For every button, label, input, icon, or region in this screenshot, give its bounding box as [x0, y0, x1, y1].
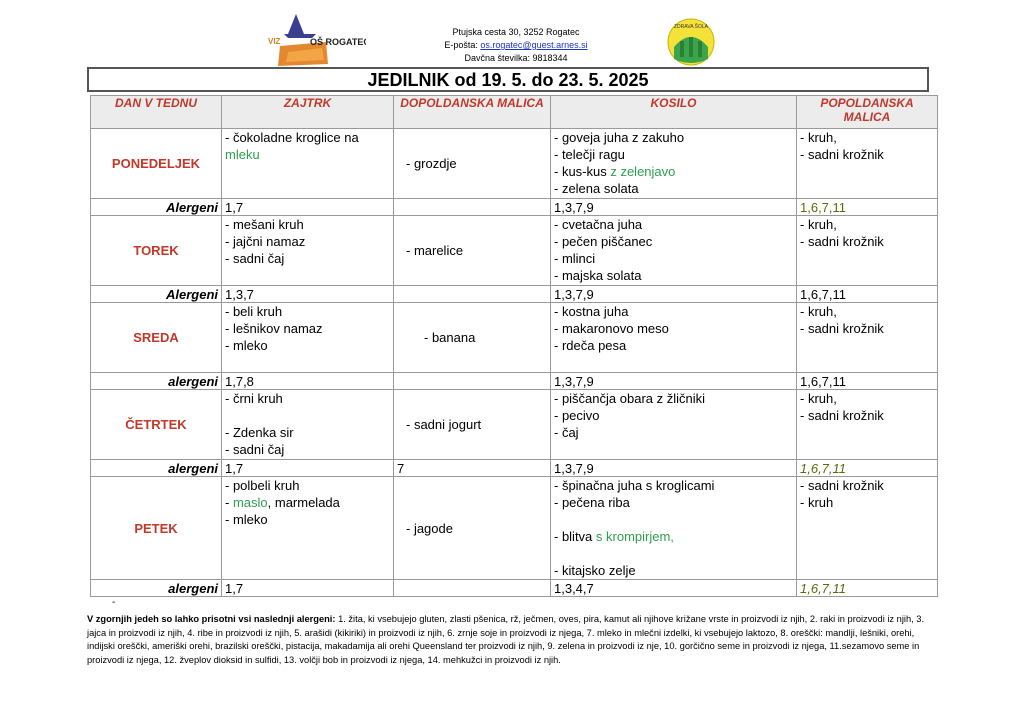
menu-item: - kruh,	[800, 391, 837, 406]
allergen-codes: 1,7,8	[222, 373, 394, 390]
menu-title: JEDILNIK od 19. 5. do 23. 5. 2025	[87, 67, 929, 92]
allergen-label: Alergeni	[91, 199, 222, 216]
item-text: - čokoladne kroglice na	[225, 130, 359, 145]
menu-item	[554, 407, 793, 424]
item-text: - polbeli kruh	[225, 478, 300, 493]
menu-item	[554, 146, 793, 163]
col-header-day: DAN V TEDNU	[91, 96, 222, 129]
item-text: - mlinci	[554, 251, 596, 266]
menu-item	[225, 216, 390, 233]
popoldanska-cell	[797, 390, 938, 460]
tax-number: Davčna številka: 9818344	[464, 53, 568, 63]
allergen-codes: 1,6,7,11	[797, 580, 938, 597]
zajtrk-cell	[222, 477, 394, 580]
allergen-row	[91, 373, 938, 390]
allergen-label: Alergeni	[91, 286, 222, 303]
menu-item	[225, 477, 390, 494]
menu-item: - sadni jogurt	[406, 417, 482, 432]
menu-item	[554, 528, 793, 545]
day-name: PONEDELJEK	[91, 129, 222, 199]
day-row	[91, 390, 938, 460]
menu-item: - banana	[424, 330, 476, 345]
allergen-label: alergeni	[91, 580, 222, 597]
allergen-footnote	[87, 613, 937, 667]
svg-text:VIZ: VIZ	[268, 37, 281, 46]
menu-item	[225, 390, 390, 407]
allergen-codes: 1,7	[222, 199, 394, 216]
allergen-codes: 7	[394, 460, 551, 477]
svg-text:ZDRAVA ŠOLA: ZDRAVA ŠOLA	[674, 24, 708, 30]
col-header-kosilo: KOSILO	[551, 96, 797, 129]
allergen-codes: 1,6,7,11	[797, 373, 938, 390]
popoldanska-cell	[797, 216, 938, 286]
allergen-row	[91, 199, 938, 216]
allergen-codes	[394, 286, 551, 303]
item-text: - sadni čaj	[225, 442, 285, 457]
item-text: - mleko	[225, 338, 268, 353]
day-name: SREDA	[91, 303, 222, 373]
item-text: - lešnikov namaz	[225, 321, 323, 336]
day-name: PETEK	[91, 477, 222, 580]
menu-item	[554, 233, 793, 250]
item-text: - Zdenka sir	[225, 425, 294, 440]
zajtrk-cell	[222, 390, 394, 460]
allergen-codes	[394, 580, 551, 597]
item-text: - zelena solata	[554, 181, 639, 196]
item-text: - kostna juha	[554, 304, 629, 319]
item-text: - čaj	[554, 425, 579, 440]
dopoldanska-cell	[394, 303, 551, 373]
allergen-row	[91, 580, 938, 597]
item-text: - kitajsko zelje	[554, 563, 636, 578]
kosilo-cell	[551, 216, 797, 286]
email-line: E-pošta: os.rogatec@guest.arnes.si	[444, 40, 588, 50]
highlighted-ingredient: z zelenjavo	[610, 164, 676, 179]
item-text: - rdeča pesa	[554, 338, 627, 353]
col-header-popoldanska: POPOLDANSKA MALICA	[797, 96, 938, 129]
popoldanska-cell	[797, 129, 938, 199]
kosilo-cell	[551, 303, 797, 373]
email-link[interactable]: os.rogatec@guest.arnes.si	[480, 40, 588, 50]
dopoldanska-cell	[394, 477, 551, 580]
school-logo	[266, 12, 366, 68]
menu-item	[554, 545, 793, 562]
item-text: - jajčni namaz	[225, 234, 306, 249]
allergen-codes: 1,3,7,9	[551, 373, 797, 390]
allergen-label: alergeni	[91, 373, 222, 390]
menu-item	[554, 424, 793, 441]
allergen-codes	[394, 373, 551, 390]
item-text: - makaronovo meso	[554, 321, 669, 336]
menu-item	[554, 250, 793, 267]
menu-item	[554, 390, 793, 407]
popoldanska-cell	[797, 303, 938, 373]
col-header-dopoldanska: DOPOLDANSKA MALICA	[394, 96, 551, 129]
menu-item	[225, 407, 390, 424]
item-text: - beli kruh	[225, 304, 283, 319]
day-row	[91, 216, 938, 286]
item-text: - cvetačna juha	[554, 217, 643, 232]
menu-item	[554, 562, 793, 579]
table-header-row	[91, 96, 938, 129]
highlighted-ingredient: s krompirjem,	[595, 529, 674, 544]
day-row	[91, 477, 938, 580]
menu-item	[225, 129, 390, 146]
menu-item: - kruh,	[800, 217, 837, 232]
day-row	[91, 129, 938, 199]
menu-item: - kruh,	[800, 304, 837, 319]
menu-item	[225, 250, 390, 267]
menu-item: - sadni krožnik	[800, 234, 884, 249]
allergen-codes: 1,7	[222, 580, 394, 597]
popoldanska-cell	[797, 477, 938, 580]
menu-item: - grozdje	[406, 156, 457, 171]
menu-item: - marelice	[406, 243, 464, 258]
allergen-codes: 1,7	[222, 460, 394, 477]
menu-item: - sadni krožnik	[800, 147, 884, 162]
kosilo-cell	[551, 477, 797, 580]
allergen-codes: 1,3,7,9	[551, 286, 797, 303]
kosilo-cell	[551, 390, 797, 460]
menu-item	[554, 163, 793, 180]
menu-item	[554, 494, 793, 511]
item-text: - špinačna juha s kroglicami	[554, 478, 715, 493]
item-text: - mleko	[225, 512, 268, 527]
menu-item: - kruh,	[800, 130, 837, 145]
item-text: - piščančja obara z žličniki	[554, 391, 706, 406]
menu-item	[225, 511, 390, 528]
item-text: - majska solata	[554, 268, 642, 283]
menu-item: - sadni krožnik	[800, 408, 884, 423]
healthy-school-badge	[666, 17, 716, 67]
item-text: - mešani kruh	[225, 217, 304, 232]
item-text: - pecivo	[554, 408, 600, 423]
allergen-row	[91, 460, 938, 477]
menu-item	[225, 320, 390, 337]
menu-item	[225, 146, 390, 163]
menu-item: - sadni krožnik	[800, 321, 884, 336]
footnote-lead: V zgornjih jedeh so lahko prisotni vsi naslednji alergeni:	[87, 614, 336, 624]
allergen-codes: 1,6,7,11	[797, 460, 938, 477]
allergen-row	[91, 286, 938, 303]
dopoldanska-cell	[394, 390, 551, 460]
menu-item	[554, 129, 793, 146]
item-text: - goveja juha z zakuho	[554, 130, 685, 145]
item-text: - kus-kus	[554, 164, 611, 179]
zajtrk-cell	[222, 303, 394, 373]
menu-item	[554, 511, 793, 528]
menu-item: - kruh	[800, 495, 834, 510]
menu-item	[225, 303, 390, 320]
menu-item	[554, 216, 793, 233]
item-text: , marmelada	[267, 495, 340, 510]
menu-item	[554, 320, 793, 337]
menu-item	[225, 494, 390, 511]
zajtrk-cell	[222, 129, 394, 199]
allergen-label: alergeni	[91, 460, 222, 477]
col-header-zajtrk: ZAJTRK	[222, 96, 394, 129]
weekly-menu-table	[90, 95, 938, 597]
item-text: - pečen piščanec	[554, 234, 653, 249]
day-row	[91, 303, 938, 373]
menu-item	[554, 267, 793, 284]
day-name: TOREK	[91, 216, 222, 286]
svg-text:OŠ ROGATEC: OŠ ROGATEC	[310, 37, 366, 47]
item-text: - sadni čaj	[225, 251, 285, 266]
dopoldanska-cell	[394, 216, 551, 286]
menu-item: - sadni krožnik	[800, 478, 884, 493]
item-text: - črni kruh	[225, 391, 283, 406]
allergen-codes	[394, 199, 551, 216]
school-address-block	[400, 26, 632, 65]
kosilo-cell	[551, 129, 797, 199]
menu-item: - jagode	[406, 520, 453, 536]
item-text: -	[225, 495, 233, 510]
menu-item	[225, 337, 390, 354]
dash-note: -	[112, 597, 116, 608]
menu-item	[554, 180, 793, 197]
menu-item	[225, 424, 390, 441]
menu-item	[225, 233, 390, 250]
allergen-codes: 1,3,7,9	[551, 460, 797, 477]
highlighted-ingredient: maslo	[232, 495, 268, 510]
allergen-codes: 1,6,7,11	[797, 199, 938, 216]
allergen-codes: 1,3,4,7	[551, 580, 797, 597]
zajtrk-cell	[222, 216, 394, 286]
day-name: ČETRTEK	[91, 390, 222, 460]
dopoldanska-cell	[394, 129, 551, 199]
item-text: - blitva	[554, 529, 596, 544]
item-text: - pečena riba	[554, 495, 630, 510]
allergen-codes: 1,3,7,9	[551, 199, 797, 216]
menu-item	[225, 441, 390, 458]
allergen-codes: 1,3,7	[222, 286, 394, 303]
allergen-codes: 1,6,7,11	[797, 286, 938, 303]
footnote-text: 1. žita, ki vsebujejo gluten, zlasti pšenica, rž, ječmen, oves, pira, kamut ali njihove križane vrste in proizvodi iz njih, 2. raki in proizvodi iz njih, 3. jajca in proizvodi iz njih, 4. ribe in proizvodi iz njih, 5. arašidi (kikiriki) in proizvodi iz njih, 6. zrnje soje in proizvodi iz njega, 7. mleko in mlečni izdelki, ki vsebujejo laktozo, 8. oreščki: mandlji, lešniki, orehi, indijski oreščki, ameriški orehi, brazilski oreščki, pistacija, makadamija ali orehi Queensland ter proizvodi iz njih, 9. zelena in proizvodi iz nje, 10. gorčično seme in proizvodi iz njega, 11.sezamovo seme in proizvodi iz njega, 12. žveplov dioksid in sulfidi, 13. volčji bob in proizvodi iz njega, 14. mehkužci in proizvodi iz njih.	[87, 614, 925, 665]
menu-item	[554, 477, 793, 494]
menu-item	[554, 337, 793, 354]
highlighted-ingredient: mleku	[225, 147, 260, 162]
item-text: - telečji ragu	[554, 147, 625, 162]
menu-item	[554, 303, 793, 320]
address: Ptujska cesta 30, 3252 Rogatec	[452, 27, 580, 37]
